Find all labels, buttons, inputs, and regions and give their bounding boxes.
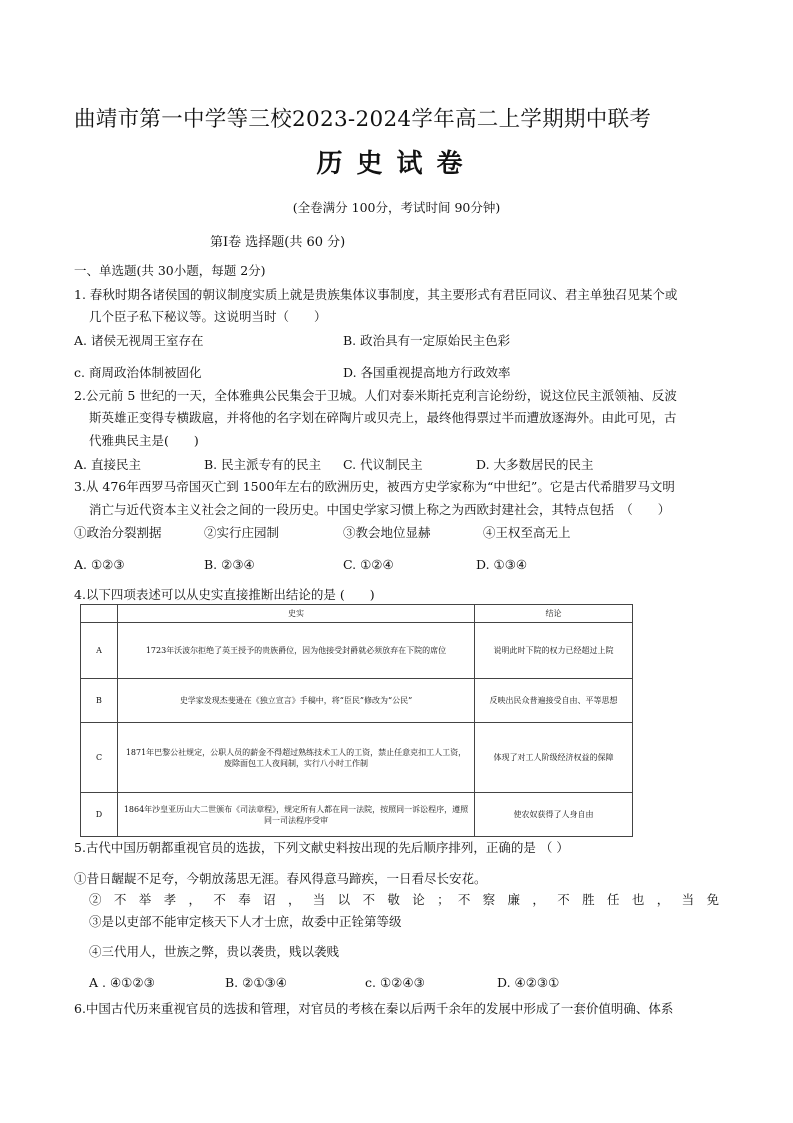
q5-option-c: c. ①②④③	[365, 975, 425, 990]
q3-stem-line1: 3.从 476年西罗马帝国灭亡到 1500年左右的欧洲历史，被西方史学家称为“中世纪”。它是古代希腊罗马文明	[74, 479, 675, 494]
row-label: A	[81, 623, 118, 679]
q3-stem-line2: 消亡与近代资本主义社会之间的一段历史。中国史学家习惯上称之为西欧封建社会，其特点包括 （ ）	[89, 502, 671, 517]
q1-stem-line2: 几个臣子私下秘议等。这说明当时（ ）	[89, 309, 327, 324]
table-header-row	[81, 605, 633, 623]
q1-option-a: A. 诸侯无视周王室存在	[74, 333, 204, 348]
row-conclusion: 反映出民众普遍接受自由、平等思想	[475, 679, 633, 723]
table-header-conclusion: 结论	[475, 605, 633, 623]
row-fact: 1864年沙皇亚历山大二世颁布《司法章程》，规定所有人都在同一法院，按照同一诉讼程序，遵照同一司法程序受审	[118, 793, 475, 837]
q2-stem-line3: 代雅典民主是( )	[89, 433, 199, 448]
table-row	[81, 679, 633, 723]
table-row	[81, 623, 633, 679]
q2-stem-line1: 2.公元前 5 世纪的一天，全体雅典公民集会于卫城。人们对泰米斯托克利言论纷纷，说这位民主派领袖、反波	[74, 388, 677, 403]
exam-info: (全卷满分 100分，考试时间 90分钟)	[292, 200, 501, 215]
table-row	[81, 793, 633, 837]
q2-option-b: B. 民主派专有的民主	[204, 457, 322, 472]
row-fact: 1871年巴黎公社规定，公职人员的薪金不得超过熟练技术工人的工资，禁止任意克扣工人工资，废除面包工人夜间制，实行八小时工作制	[118, 723, 475, 793]
q2-option-d: D. 大多数居民的民主	[476, 457, 594, 472]
q5-option-a: A . ④①②③	[89, 975, 155, 990]
q4-history-table	[80, 604, 633, 837]
q1-option-b: B. 政治具有一定原始民主色彩	[343, 333, 511, 348]
q5-item-4: ④三代用人，世族之弊，贵以袭贵，贱以袭贱	[89, 944, 340, 959]
table-row	[81, 723, 633, 793]
part-title: 第Ⅰ卷 选择题(共 60 分)	[210, 235, 346, 250]
row-fact: 史学家发现杰斐逊在《独立宣言》手稿中，将“臣民”修改为“公民”	[118, 679, 475, 723]
q3-option-a: A. ①②③	[74, 557, 125, 572]
q3-option-c: C. ①②④	[343, 557, 394, 572]
q4-stem: 4.以下四项表述可以从史实直接推断出结论的是 ( )	[74, 587, 375, 602]
q5-item-1: ①昔日龌龊不足夸，今朝放荡思无涯。春风得意马蹄疾，一日看尽长安花。	[74, 871, 487, 886]
q3-item-1: ①政治分裂割据	[74, 525, 162, 540]
q3-item-2: ②实行庄园制	[204, 525, 280, 540]
table-header-fact: 史实	[118, 605, 475, 623]
q3-option-b: B. ②③④	[204, 557, 255, 572]
q5-stem: 5.古代中国历朝都重视官员的选拔，下列文献史料按出现的先后顺序排列，正确的是 （ ）	[74, 840, 569, 855]
row-conclusion: 体现了对工人阶级经济权益的保障	[475, 723, 633, 793]
q5-item-3: ③是以吏部不能审定核天下人才士庶，故委中正铨第等级	[89, 914, 402, 929]
q6-stem-line1: 6.中国古代历来重视官员的选拔和管理，对官员的考核在秦以后两千余年的发展中形成了一套价值明确、体系	[74, 1001, 674, 1016]
q2-stem-line2: 斯英雄正变得专横跋扈，并将他的名字划在碎陶片或贝壳上，最终他得票过半而遭放逐海外。由此可见，古	[89, 410, 677, 425]
row-label: C	[81, 723, 118, 793]
row-conclusion: 说明此时下院的权力已经超过上院	[475, 623, 633, 679]
row-conclusion: 使农奴获得了人身自由	[475, 793, 633, 837]
row-fact: 1723年沃波尔拒绝了英王授予的贵族爵位，因为他接受封爵就必须放弃在下院的席位	[118, 623, 475, 679]
row-label: B	[81, 679, 118, 723]
q5-item-2: ② 不 举 孝 ， 不 奉 诏 ， 当 以 不 敬 论 ； 不 察 廉 ， 不 胜 任 也 ， 当 免	[89, 892, 719, 907]
q5-option-b: B. ②①③④	[225, 975, 287, 990]
table-header-blank	[81, 605, 118, 623]
q1-stem-line1: 1. 春秋时期各诸侯国的朝议制度实质上就是贵族集体议事制度，其主要形式有君臣同议、君主单独召见某个或	[74, 287, 678, 302]
q3-item-3: ③教会地位显赫	[343, 525, 431, 540]
q2-option-a: A. 直接民主	[74, 457, 141, 472]
q1-option-c: c. 商周政治体制被固化	[74, 365, 202, 380]
q3-item-4: ④王权至高无上	[483, 525, 571, 540]
q1-option-d: D. 各国重视提高地方行政效率	[343, 365, 511, 380]
row-label: D	[81, 793, 118, 837]
q5-option-d: D. ④②③①	[497, 975, 560, 990]
q3-option-d: D. ①③④	[476, 557, 528, 572]
section-heading: 一、单选题(共 30小题，每题 2分)	[74, 263, 266, 278]
subject-title: 历史试卷	[316, 149, 477, 179]
q2-option-c: C. 代议制民主	[343, 457, 423, 472]
school-title: 曲靖市第一中学等三校2023-2024学年高二上学期期中联考	[74, 107, 652, 132]
